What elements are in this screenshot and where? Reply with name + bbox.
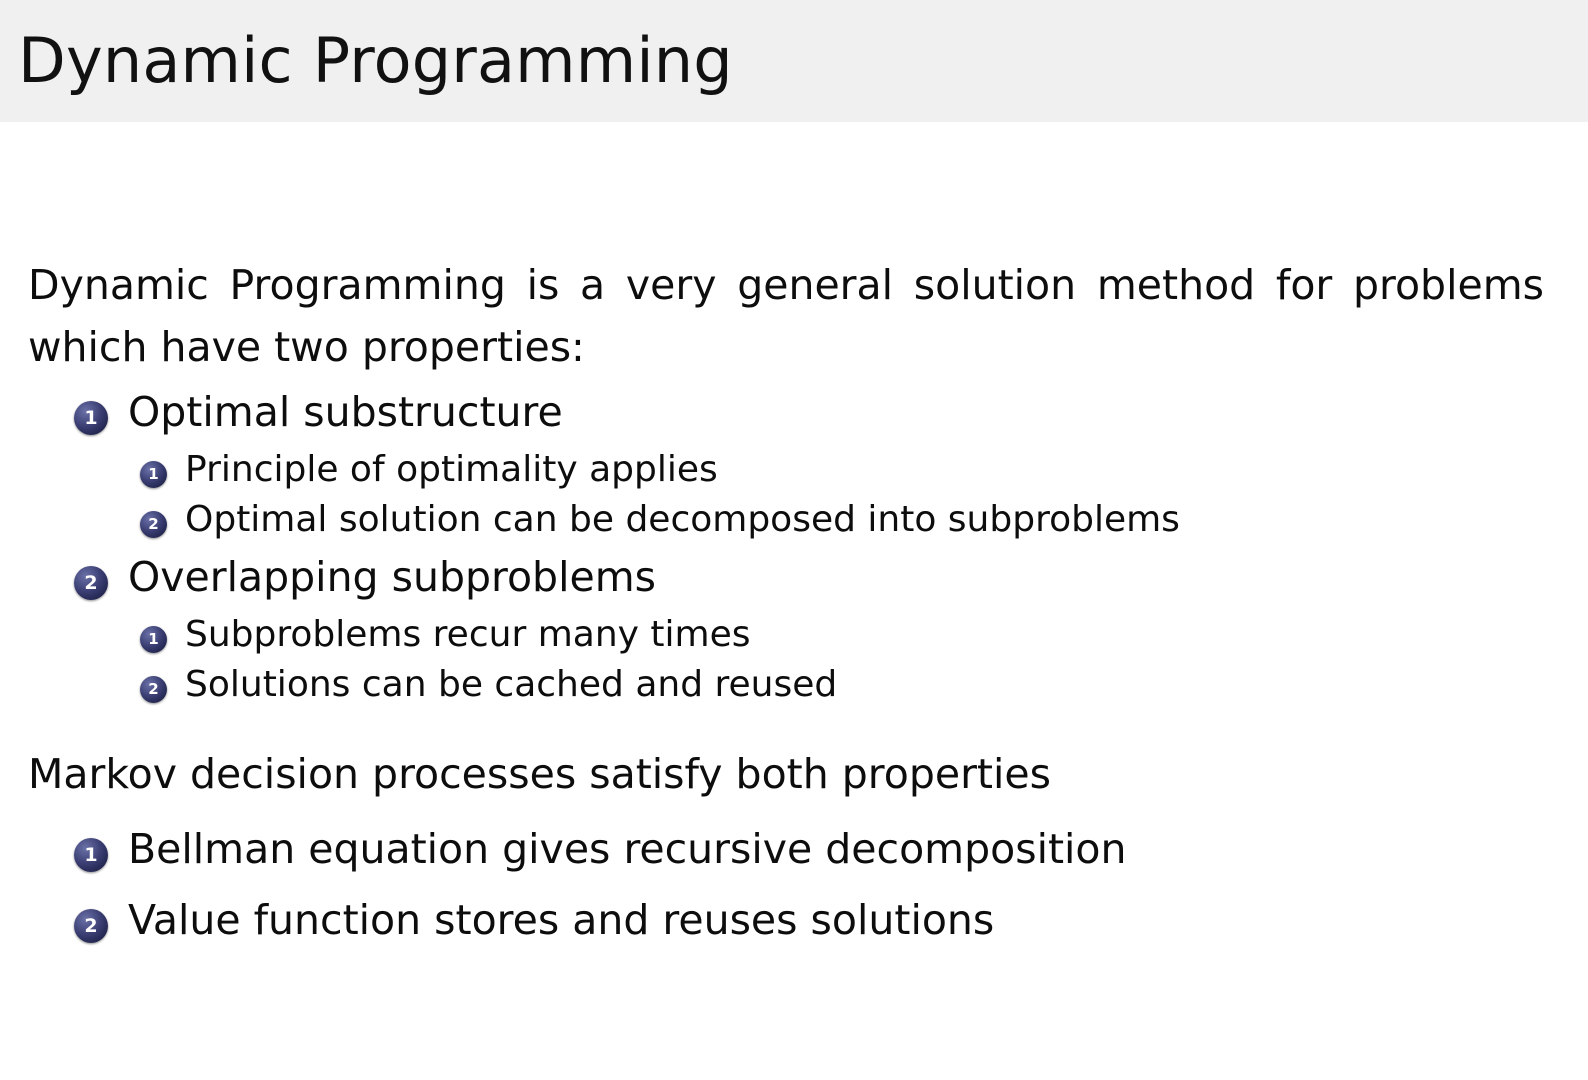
numbered-bullet-icon: 2: [140, 511, 167, 538]
slide-body: [0, 254, 1588, 948]
sub-properties-list: [74, 611, 1544, 709]
numbered-bullet-icon: 1: [140, 461, 167, 488]
numbered-bullet-icon: 1: [74, 838, 108, 872]
mdp-paragraph: Markov decision processes satisfy both properties: [28, 750, 1051, 799]
list-item: [74, 893, 1544, 948]
page-title: Dynamic Programming: [18, 24, 733, 98]
list-item: [74, 385, 1544, 440]
list-item-label: Principle of optimality applies: [185, 448, 718, 490]
numbered-bullet-icon: 2: [74, 909, 108, 943]
list-item: [140, 661, 1544, 709]
list-item-label: Solutions can be cached and reused: [185, 664, 838, 706]
list-item-label: Subproblems recur many times: [185, 613, 751, 655]
list-item: [140, 496, 1544, 544]
list-item-label: Optimal solution can be decomposed into subproblems: [185, 498, 1180, 540]
list-item: [140, 446, 1544, 494]
list-item-label: Bellman equation gives recursive decomposition: [128, 824, 1127, 873]
slide-title-bar: [0, 0, 1588, 122]
mdp-points-list: [28, 822, 1544, 948]
sub-properties-list: [74, 446, 1544, 544]
intro-paragraph: Dynamic Programming is a very general solution method for problems which have two properties:: [28, 261, 1544, 372]
list-item: [74, 550, 1544, 605]
list-item-label: Overlapping subproblems: [128, 553, 656, 602]
numbered-bullet-icon: 2: [74, 566, 108, 600]
list-item-label: Value function stores and reuses solutions: [128, 895, 995, 944]
list-item: [74, 822, 1544, 877]
numbered-bullet-icon: 1: [140, 626, 167, 653]
numbered-bullet-icon: 1: [74, 401, 108, 435]
list-item-label: Optimal substructure: [128, 387, 563, 436]
properties-list: [28, 385, 1544, 710]
list-item: [140, 611, 1544, 659]
numbered-bullet-icon: 2: [140, 676, 167, 703]
